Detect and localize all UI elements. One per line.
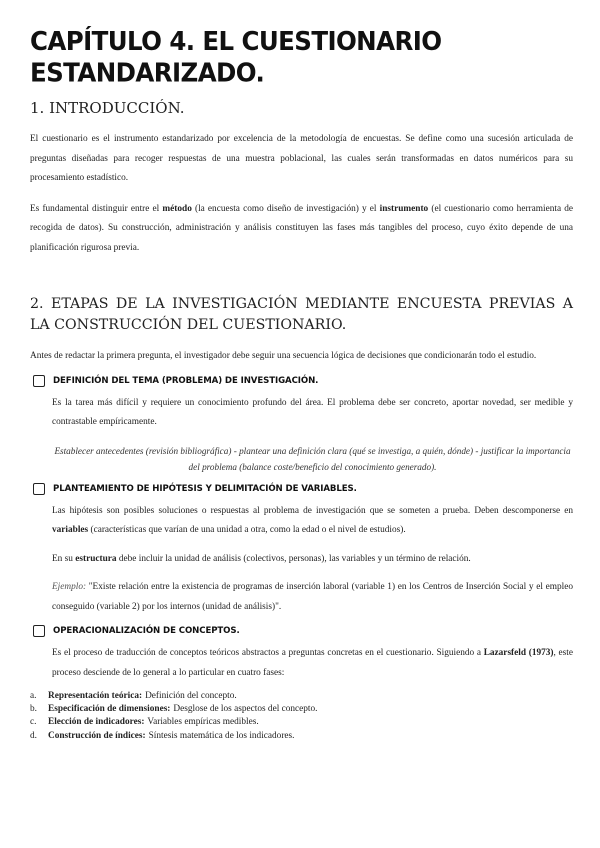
list-item: c. Elección de indicadores: Variables empíricas medibles. (30, 717, 259, 728)
bold-term-variables: variables (52, 525, 89, 535)
item-1-header (30, 375, 573, 387)
list-item: b. Especificación de dimensiones: Desglose de los aspectos del concepto. (30, 704, 318, 715)
bold-term-lazarsfeld: Lazarsfeld (1973) (483, 648, 554, 658)
item-1-quote: Establecer antecedentes (revisión bibliográfica) - plantear una definición clara (qué se investiga, a quién, dónde) - justificar la importancia del problema (balance coste/beneficio del conocimiento generado). (54, 445, 571, 472)
item-3-paragraph-1: Es el proceso de traducción de conceptos teóricos abstractos a preguntas concretas en el cuestionario. Siguiendo a Lazarsfeld (1973), este proceso desciende de lo general a lo particular en cuatro fases: (52, 648, 573, 678)
item-2-title: PLANTEAMIENTO DE HIPÓTESIS Y DELIMITACIÓN DE VARIABLES. (53, 483, 357, 494)
item-3-title: OPERACIONALIZACIÓN DE CONCEPTOS. (53, 626, 240, 636)
section-2-heading: 2. ETAPAS DE LA INVESTIGACIÓN MEDIANTE ENCUESTA PREVIAS A LA CONSTRUCCIÓN DEL CUESTIONARIO. (30, 296, 573, 333)
list-item: d. Construcción de índices: Síntesis matemática de los indicadores. (30, 730, 295, 741)
checkbox-icon (33, 375, 45, 387)
example-label: Ejemplo: (52, 582, 87, 592)
bold-term-estructura: estructura (75, 553, 117, 564)
checkbox-icon (33, 625, 45, 637)
list-item: a. Representación teórica: Definición del concepto. (30, 691, 237, 701)
item-2-header (30, 483, 573, 495)
checkbox-icon (33, 483, 45, 495)
item-1-body: Es la tarea más difícil y requiere un conocimiento profundo del área. El problema debe ser concreto, aportar novedad, ser medible y contrastable empíricamente. (52, 397, 573, 427)
document-page (30, 26, 573, 743)
bold-term-instrumento: instrumento (379, 203, 429, 214)
section-1-heading: 1. INTRODUCCIÓN. (30, 99, 185, 117)
item-3-header (30, 625, 573, 637)
item-2-example: Ejemplo: "Existe relación entre la existencia de programas de inserción laboral (variable 1) en los Centros de Inserción Social y el empleo conseguido (variable 2) por los internos (unidad de análisis)". (52, 582, 573, 612)
bold-term-metodo: método (162, 203, 192, 214)
item-2-paragraph-2: En su estructura debe incluir la unidad de análisis (colectivos, personas), las variables y un término de relación. (52, 553, 471, 564)
intro-paragraph-1: El cuestionario es el instrumento estandarizado por excelencia de la metodología de encuestas. Se define como una sucesión articulada de preguntas diseñadas para recoger respuestas de una muestra poblacional, las cuales serán transformadas en datos numéricos para su procesamiento estadístico. (30, 134, 573, 183)
chapter-title: CAPÍTULO 4. EL CUESTIONARIO ESTANDARIZADO. (30, 26, 442, 88)
section-2-intro: Antes de redactar la primera pregunta, el investigador debe seguir una secuencia lógica de decisiones que condicionarán todo el estudio. (30, 351, 537, 361)
operationalization-list (30, 690, 573, 743)
item-2-paragraph-1: Las hipótesis son posibles soluciones o respuestas al problema de investigación que se someten a prueba. Deben descomponerse en variables (características que varían de una unidad a otra, como la edad o el nivel de estudios). (52, 505, 573, 535)
item-1-title: DEFINICIÓN DEL TEMA (PROBLEMA) DE INVESTIGACIÓN. (53, 375, 319, 386)
intro-paragraph-2: Es fundamental distinguir entre el método (la encuesta como diseño de investigación) y el instrumento (el cuestionario como herramienta de recogida de datos). Su construcción, administración y análisis constituyen las fases más tangibles del proceso, cuyo éxito depende de una planificación rigurosa previa. (30, 203, 573, 253)
